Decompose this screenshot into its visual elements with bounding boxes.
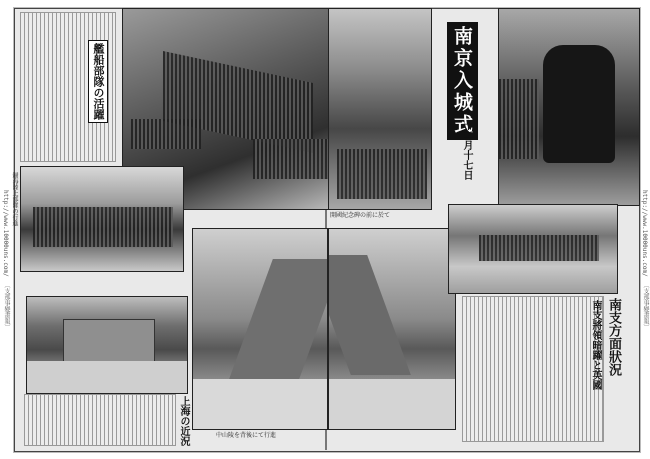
memorial-crowd-photo	[328, 8, 432, 210]
mausoleum-caption: 中山陵を背後にて行進	[216, 432, 277, 439]
mausoleum-stairs-photo-left	[192, 228, 328, 430]
page-title: 南京入城式	[447, 22, 478, 140]
navy-marching-photo	[20, 166, 184, 272]
ceremony-date: 十二月十七日	[461, 120, 472, 180]
general-on-horse-photo	[498, 8, 640, 206]
navy-marching-caption: 錨海陸上部隊の行進	[11, 172, 18, 226]
south-marching-photo	[448, 204, 618, 294]
south-article-text	[462, 296, 604, 442]
navy-section-heading: 艦船部隊の活躍	[88, 40, 108, 123]
south-section-heading: 南支方面狀況	[606, 298, 621, 376]
shanghai-article-text	[24, 394, 176, 446]
left-stamp: 〔支那事變畫報〕	[3, 282, 10, 330]
south-section-subheading: 南支將領暗躍と英國	[590, 300, 601, 390]
shanghai-building-photo	[26, 296, 188, 394]
right-watermark: http://www.10000uns.com/	[641, 190, 648, 277]
mausoleum-stairs-photo-right	[328, 228, 456, 430]
shanghai-section-heading: 上海の近況	[178, 396, 189, 446]
memorial-caption: 開國紀念碑の前に於て	[330, 212, 391, 219]
right-stamp: 〔支那事變畫報〕	[642, 282, 649, 330]
left-watermark: http://www.10000uns.com/	[2, 190, 9, 277]
